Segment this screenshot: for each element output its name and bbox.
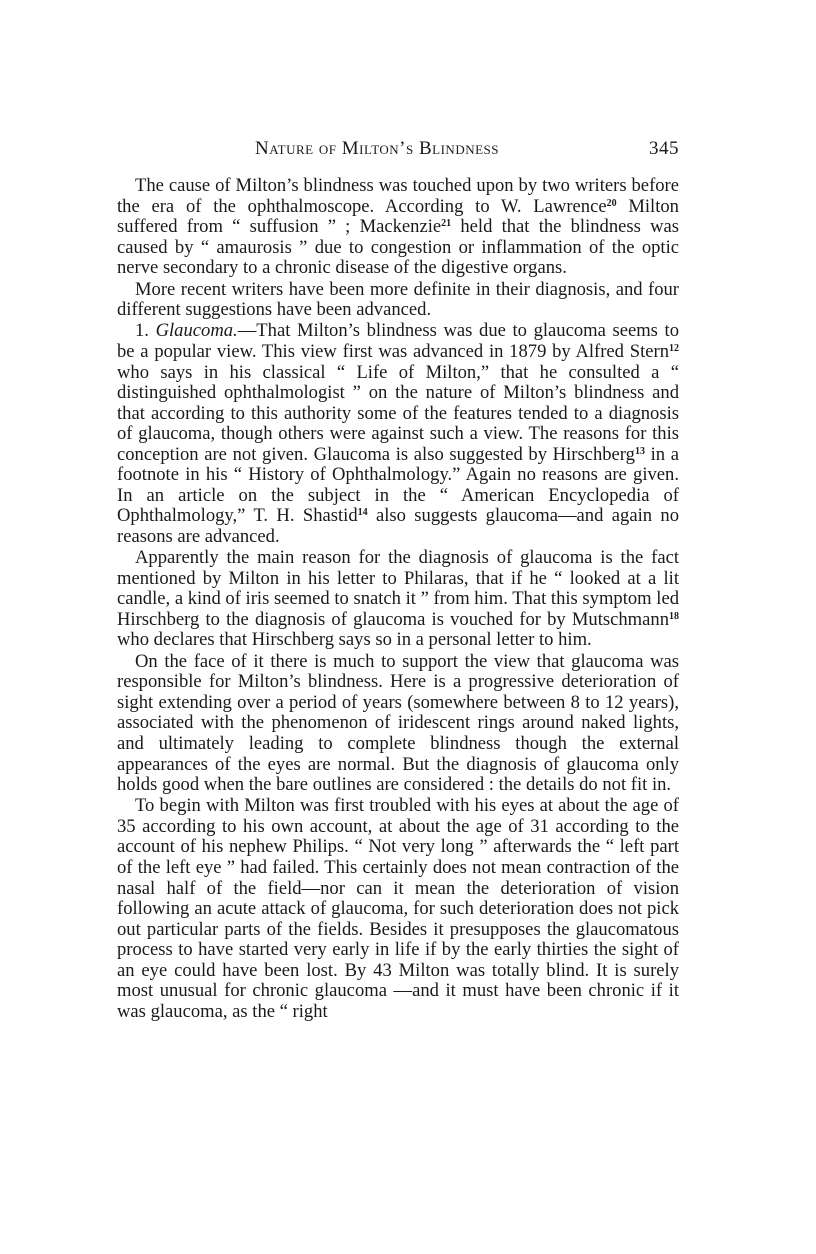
- text-run: More recent writers have been more definite in their diagnosis, and four different suggestions have been advanced.: [117, 278, 679, 321]
- text-run: in a footnote in his “ History of Ophthalmology.” Again no reasons are given. In an article on the subject in the “ American Encyclopedia of Ophthalmology,” T. H. Shastid: [117, 443, 679, 527]
- paragraph: [117, 321, 679, 547]
- text-run: held that the blindness was caused by “ amaurosis ” due to congestion or inflammation of the optic nerve secondary to a chronic disease of the digestive organs.: [117, 216, 680, 279]
- text-run: The cause of Milton’s blindness was touched upon by two writers before the era of the ophthalmoscope. According to W. Lawrence: [117, 175, 679, 217]
- text-run: who declares that Hirschberg says so in a personal letter to him.: [117, 629, 592, 651]
- text-run: —That Milton’s blindness was due to glaucoma seems to be a popular view. This view first was advanced in 1879 by Alfred Stern: [117, 320, 679, 362]
- paragraph: [117, 280, 679, 321]
- paragraph: [117, 796, 679, 1022]
- running-header: [117, 138, 679, 166]
- footnote-ref: 12: [669, 342, 679, 354]
- footnote-ref: 14: [357, 507, 368, 519]
- text-run: 1.: [135, 320, 156, 342]
- text-run: To begin with Milton was first troubled with his eyes at about the age of 35 according to his own account, at about the age of 31 according to the account of his nephew Philips. “ Not very long ” afterwards the “ left part of the left eye ” had failed. This certainly does not mean contraction of the nasal half of the field—nor can it mean the deterioration of vision following an acute attack of glaucoma, for such deterioration does not pick out particular parts of the fields. Besides it presupposes the glaucomatous process to have started very early in life if by the early thirties the sight of an eye could have been lost. By 43 Milton was totally blind. It is surely most unusual for chronic glaucoma —and it must have been chronic if it was glaucoma, as the “ right: [117, 795, 679, 1022]
- paragraph: [117, 548, 679, 651]
- paragraph: [117, 652, 679, 796]
- running-title: Nature of Milton’s Blindness: [255, 138, 499, 159]
- text-run: also suggests glaucoma—and again no reasons are advanced.: [117, 505, 679, 547]
- footnote-ref: 13: [634, 445, 645, 457]
- text-run: who says in his classical “ Life of Milton,” that he consulted a “ distinguished ophthalmologist ” on the nature of Milton’s blindness and that according to this authority some of the features tended to a diagnosis of glaucoma, though others were against such a view. The reasons for this conception are not given. Glaucoma is also suggested by Hirschberg: [117, 361, 679, 465]
- paragraph: [117, 176, 679, 279]
- page: [117, 138, 679, 1022]
- footnote-ref: 20: [606, 197, 617, 209]
- section-heading: Glaucoma.: [155, 320, 238, 342]
- text-run: On the face of it there is much to support the view that glaucoma was responsible for Milton’s blindness. Here is a progressive deterioration of sight extending over a period of years (somewhere between 8 to 12 years), associated with the phenomenon of iridescent rings around naked lights, and ultimately leading to complete blindness though the external appearances of the eyes are normal. But the diagnosis of glaucoma only holds good when the bare outlines are considered : the details do not fit in.: [117, 650, 679, 796]
- footnote-ref: 21: [441, 218, 452, 230]
- page-number: 345: [649, 138, 679, 159]
- text-run: Apparently the main reason for the diagnosis of glaucoma is the fact mentioned by Milton in his letter to Philaras, that if he “ looked at a lit candle, a kind of iris seemed to snatch it ” from him. That this symptom led Hirschberg to the diagnosis of glaucoma is vouched for by Mutschmann: [117, 547, 680, 630]
- footnote-ref: 18: [669, 610, 679, 622]
- text-run: Milton suffered from “ suffusion ” ; Mackenzie: [117, 195, 679, 238]
- article-body: [117, 176, 679, 1022]
